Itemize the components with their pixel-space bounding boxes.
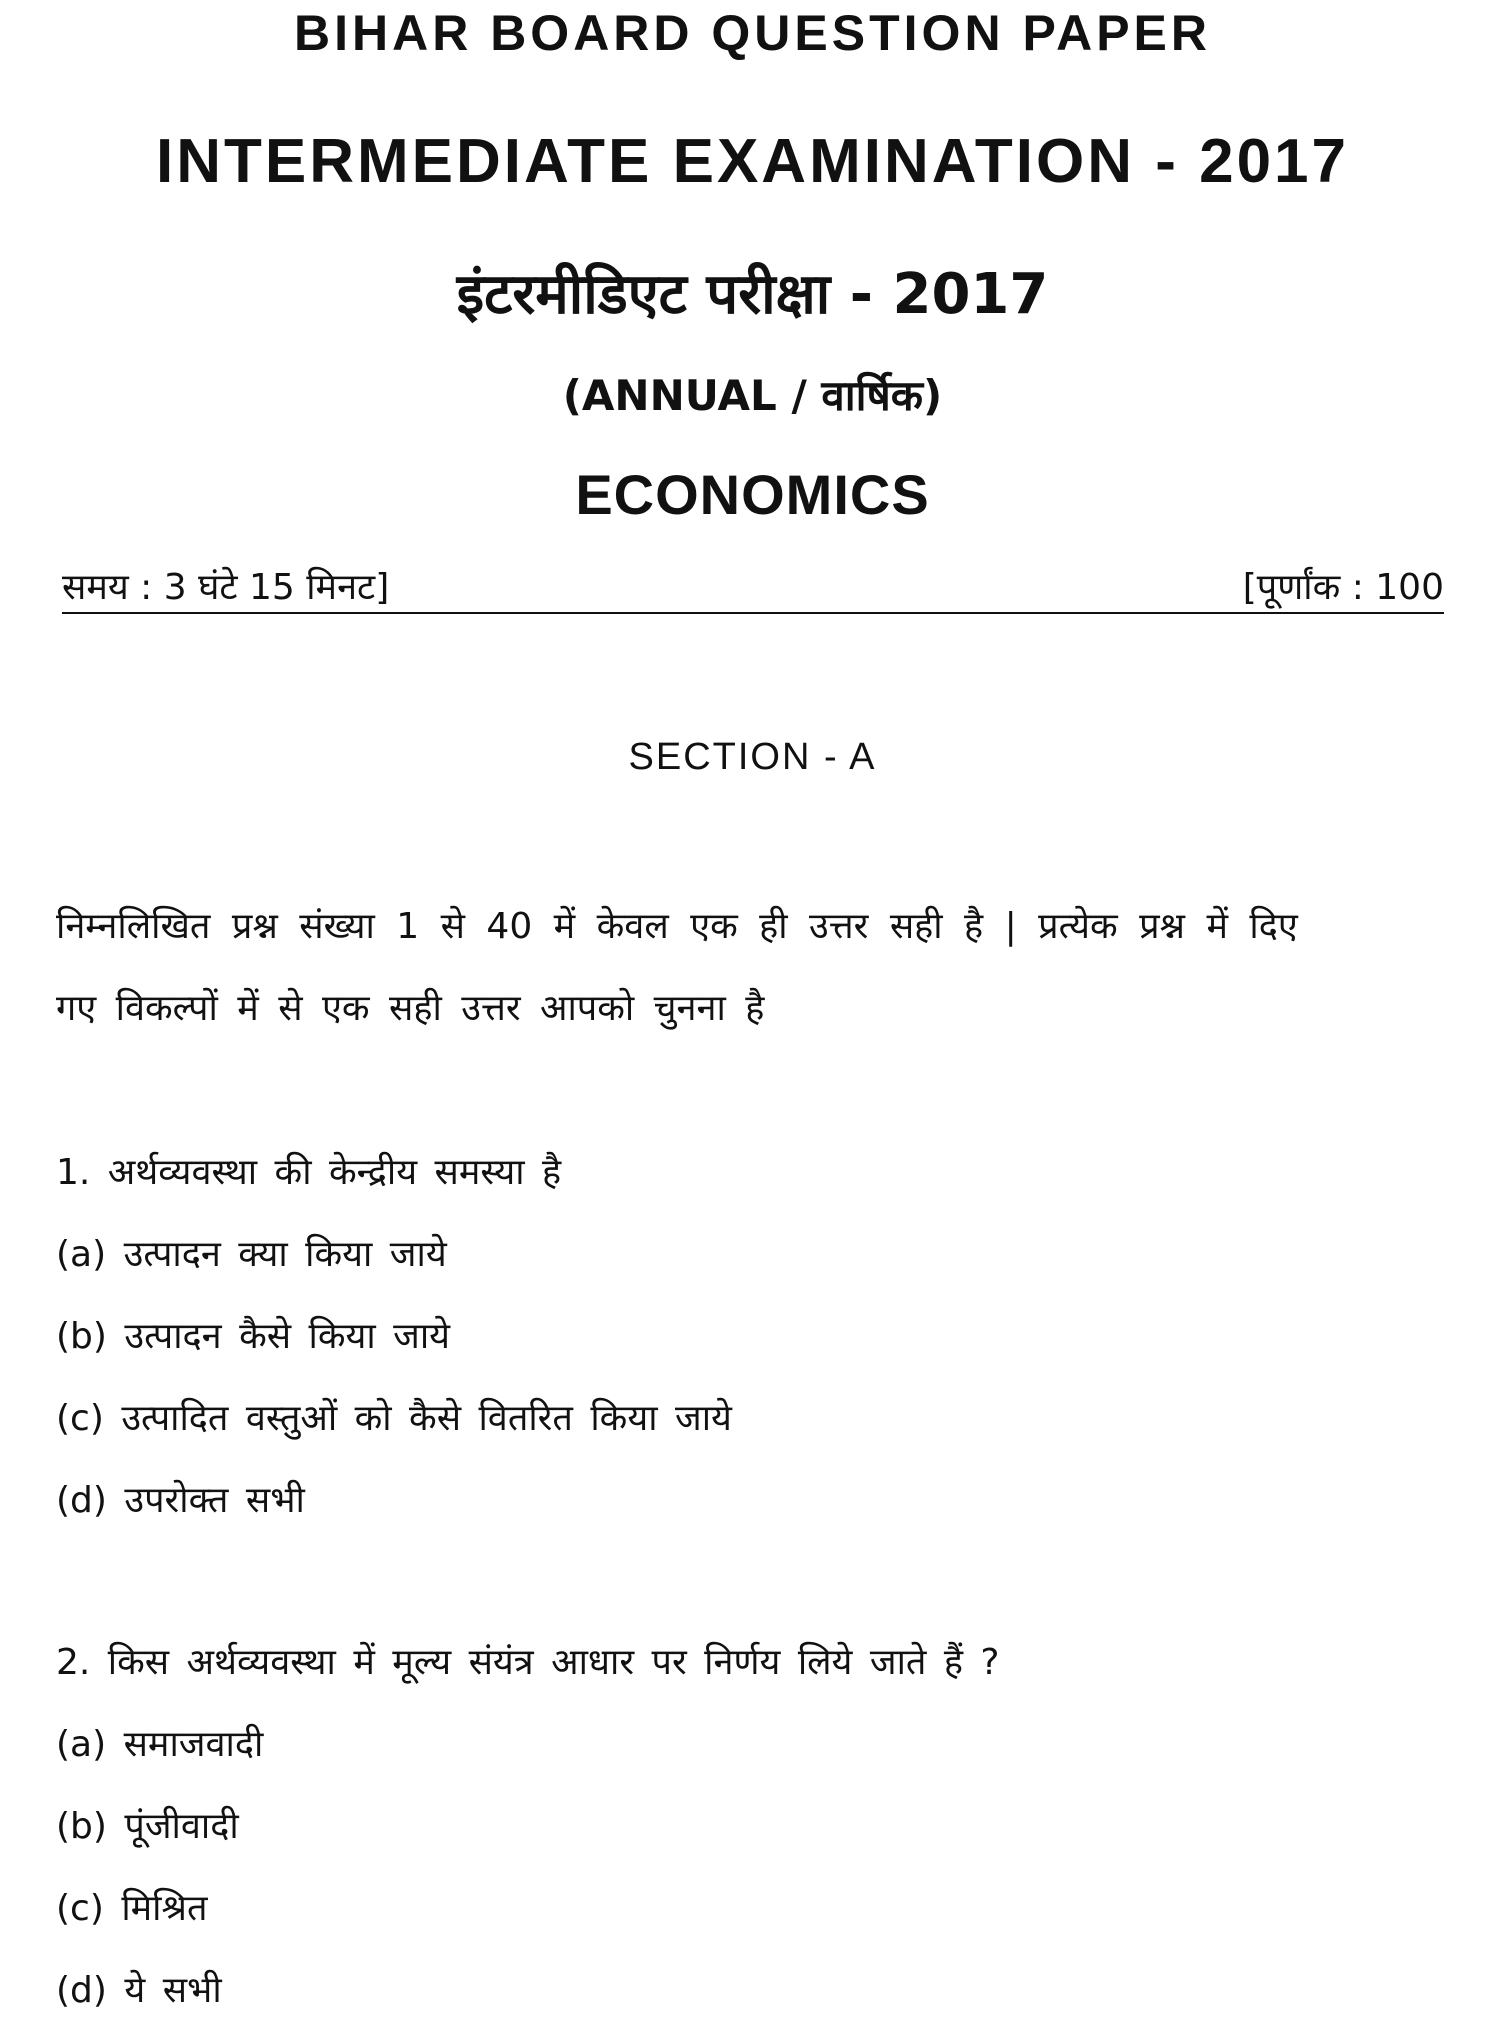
question-2-option-b: (b) पूंजीवादी — [56, 1806, 239, 1847]
instruction-line-2: गए विकल्पों में से एक सही उत्तर आपको चुनना है — [56, 988, 765, 1029]
full-marks: [पूर्णांक : 100 — [1242, 567, 1444, 608]
exam-title-hindi: इंटरमीडिएट परीक्षा - 2017 — [456, 262, 1049, 327]
question-1-text: 1. अर्थव्यवस्था की केन्द्रीय समस्या है — [56, 1152, 562, 1193]
exam-title-english: INTERMEDIATE EXAMINATION - 2017 — [155, 127, 1350, 196]
exam-session: (ANNUAL / वार्षिक) — [562, 371, 943, 420]
question-2-text: 2. किस अर्थव्यवस्था में मूल्य संयंत्र आधार पर निर्णय लिये जाते हैं ? — [56, 1642, 1000, 1683]
question-2-option-a: (a) समाजवादी — [56, 1724, 264, 1765]
subject-title: ECONOMICS — [575, 463, 930, 526]
time-allowed: समय : 3 घंटे 15 मिनट] — [62, 567, 390, 608]
question-2-option-d: (d) ये सभी — [56, 1970, 222, 2011]
board-title: BIHAR BOARD QUESTION PAPER — [293, 5, 1211, 61]
question-1-option-c: (c) उत्पादित वस्तुओं को कैसे वितरित किया जाये — [56, 1398, 732, 1439]
question-1-option-b: (b) उत्पादन कैसे किया जाये — [56, 1316, 451, 1357]
question-1-option-a: (a) उत्पादन क्या किया जाये — [56, 1234, 447, 1275]
question-1-option-d: (d) उपरोक्त सभी — [56, 1480, 305, 1521]
question-2-option-c: (c) मिश्रित — [56, 1888, 208, 1929]
time-marks-row — [62, 564, 1444, 614]
section-heading: SECTION - A — [628, 736, 877, 778]
instruction-line-1: निम्नलिखित प्रश्न संख्या 1 से 40 में केवल एक ही उत्तर सही है | प्रत्येक प्रश्न में दिए — [56, 906, 1298, 947]
